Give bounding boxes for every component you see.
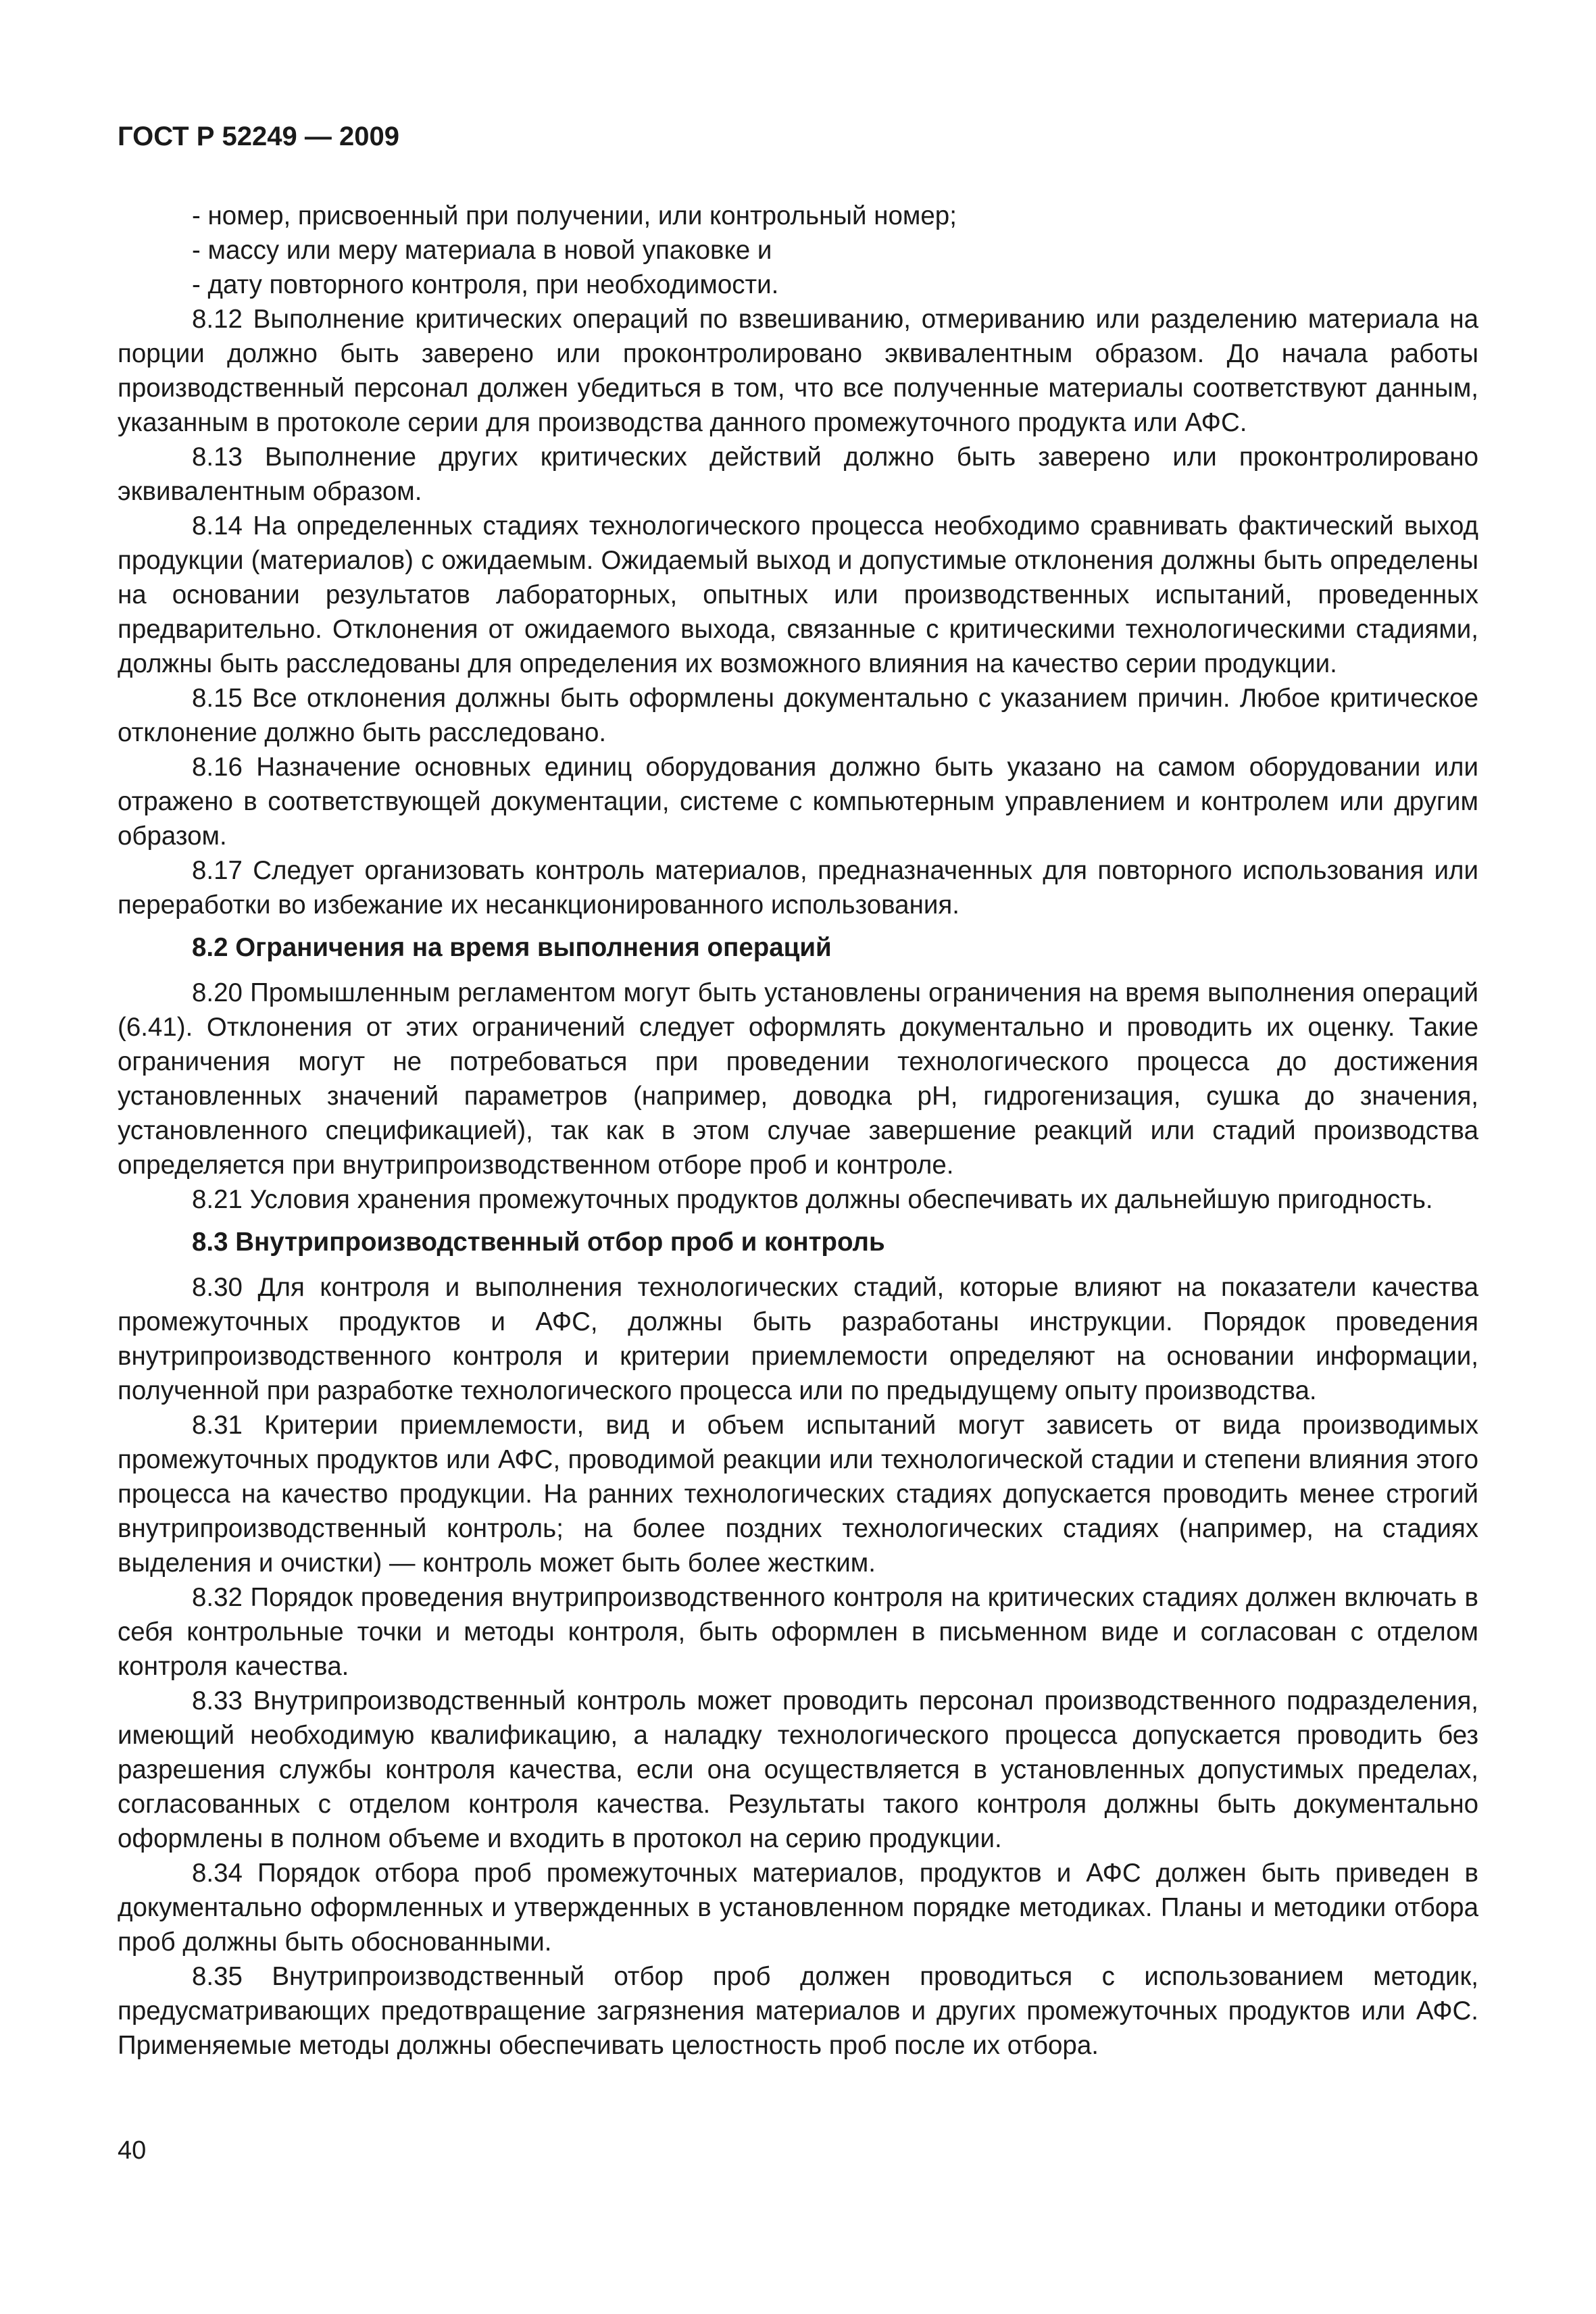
paragraph-8-17: 8.17 Следует организовать контроль материалов, предназначенных для повторного использования или переработки во избежание их несанкционированного использования.: [118, 856, 1478, 920]
paragraph-8-31: 8.31 Критерии приемлемости, вид и объем испытаний могут зависеть от вида производимых промежуточных продуктов или АФС, проводимой реакции или технологической стадии и степени влияния этого процесса на качество продукции. На ранних технологических стадиях допускается проводить менее строгий внутрипроизводственный контроль; на более поздних технологических стадиях (например, на стадиях выделения и очистки) — контроль может быть более жестким.: [118, 1411, 1478, 1578]
paragraph-8-30: 8.30 Для контроля и выполнения технологических стадий, которые влияют на показатели качества промежуточных продуктов и АФС, должны быть разработаны инструкции. Порядок проведения внутрипроизводственного контроля и критерии приемлемости определяют на основании информации, полученной при разработке технологического процесса или по предыдущему опыту производства.: [118, 1273, 1478, 1405]
paragraph-8-35: 8.35 Внутрипроизводственный отбор проб должен проводиться с использованием методик, предусматривающих предотвращение загрязнения материалов и других промежуточных продуктов или АФС. Применяемые методы должны обеспечивать целостность проб после их отбора.: [118, 1962, 1478, 2060]
paragraph-8-20: 8.20 Промышленным регламентом могут быть установлены ограничения на время выполнения операций (6.41). Отклонения от этих ограничений следует оформлять документально и проводить их оценку. Такие ограничения могут не потребоваться при проведении технологического процесса до достижения установленных значений параметров (например, доводка pH, гидрогенизация, сушка до значения, установленного спецификацией), так как в этом случае завершение реакций или стадий производства определяется при внутрипроизводственном отборе проб и контроле.: [118, 978, 1478, 1180]
list-item: - дату повторного контроля, при необходимости.: [192, 270, 779, 299]
paragraph-8-32: 8.32 Порядок проведения внутрипроизводственного контроля на критических стадиях должен включать в себя контрольные точки и методы контроля, быть оформлен в письменном виде и согласован с отделом контроля качества.: [118, 1583, 1478, 1681]
paragraph-8-34: 8.34 Порядок отбора проб промежуточных материалов, продуктов и АФС должен быть приведен в документально оформленных и утвержденных в установленном порядке методиках. Планы и методики отбора проб должны быть обоснованными.: [118, 1859, 1478, 1957]
document-header: ГОСТ Р 52249 — 2009: [118, 122, 399, 151]
section-heading-8-3: 8.3 Внутрипроизводственный отбор проб и контроль: [192, 1228, 885, 1257]
paragraph-8-14: 8.14 На определенных стадиях технологического процесса необходимо сравнивать фактический выход продукции (материалов) с ожидаемым. Ожидаемый выход и допустимые отклонения должны быть определены на основании результатов лабораторных, опытных или производственных испытаний, проведенных предварительно. Отклонения от ожидаемого выхода, связанные с критическими технологическими стадиями, должны быть расследованы для определения их возможного влияния на качество серии продукции.: [118, 511, 1478, 678]
list-item: - массу или меру материала в новой упаковке и: [192, 236, 772, 265]
list-item: - номер, присвоенный при получении, или контрольный номер;: [192, 201, 957, 230]
paragraph-8-13: 8.13 Выполнение других критических действий должно быть заверено или проконтролировано эквивалентным образом.: [118, 443, 1478, 506]
page-number: 40: [118, 2136, 147, 2165]
document-body: [118, 199, 1478, 2063]
paragraph-8-33: 8.33 Внутрипроизводственный контроль может проводить персонал производственного подразделения, имеющий необходимую квалификацию, а наладку технологического процесса допускается проводить без разрешения службы контроля качества, если она осуществляется в установленных допустимых пределах, согласованных с отделом контроля качества. Результаты такого контроля должны быть документально оформлены в полном объеме и входить в протокол на серию продукции.: [118, 1686, 1478, 1853]
paragraph-8-21: 8.21 Условия хранения промежуточных продуктов должны обеспечивать их дальнейшую пригодность.: [192, 1185, 1433, 1214]
paragraph-8-12: 8.12 Выполнение критических операций по взвешиванию, отмериванию или разделению материала на порции должно быть заверено или проконтролировано эквивалентным образом. До начала работы производственный персонал должен убедиться в том, что все полученные материалы соответствуют данным, указанным в протоколе серии для производства данного промежуточного продукта или АФС.: [118, 305, 1478, 437]
section-heading-8-2: 8.2 Ограничения на время выполнения операций: [192, 933, 832, 962]
paragraph-8-15: 8.15 Все отклонения должны быть оформлены документально с указанием причин. Любое критическое отклонение должно быть расследовано.: [118, 684, 1478, 747]
paragraph-8-16: 8.16 Назначение основных единиц оборудования должно быть указано на самом оборудовании или отражено в соответствующей документации, системе с компьютерным управлением и контролем или другим образом.: [118, 753, 1478, 851]
